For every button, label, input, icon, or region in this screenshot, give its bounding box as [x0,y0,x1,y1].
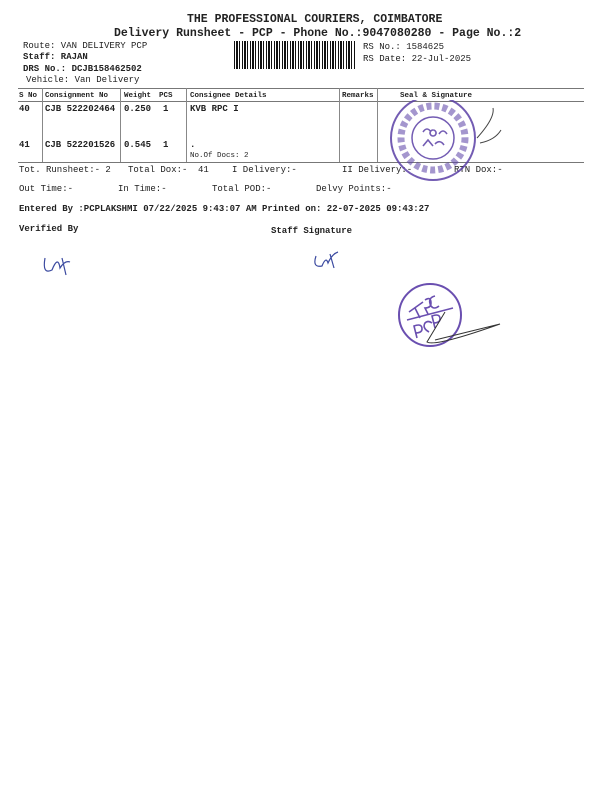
out-time: Out Time:- [19,184,74,194]
consignee: . [190,140,196,150]
runsheet-title: Delivery Runsheet - PCP - Phone No.:9047080280 - Page No.:2 [114,27,522,40]
ii-delivery: II Delivery:- [342,165,413,175]
tot-runsheet: Tot. Runsheet:- 2 [19,165,111,175]
sno: 41 [19,140,30,150]
drs-no: DRS No.: DCJB158462502 [23,64,142,74]
in-time: In Time:- [118,184,167,194]
col-pcs: PCS [159,92,173,100]
delvy-points: Delvy Points:- [316,184,392,194]
col-consignment: Consignment No [45,92,109,100]
kvb-seal-stamp [385,100,505,182]
verifier-signature [40,250,80,280]
total-dox: Total Dox:- [128,165,188,175]
entered-by: Entered By :PCPLAKSHMI 07/22/2025 9:43:07 AM [19,204,257,214]
staff-signature [310,248,345,273]
vehicle: Vehicle: Van Delivery [26,75,140,85]
total-pod: Total POD:- [212,184,272,194]
staff: Staff: RAJAN [23,52,88,62]
verified-by: Verified By [19,224,79,234]
sno: 40 [19,104,30,114]
weight: 0.250 [124,104,152,114]
i-delivery: I Delivery:- [232,165,297,175]
tpc-stamp [395,282,505,352]
consignment-no: CJB 522201526 [45,140,116,150]
consignment-no: CJB 522202464 [45,104,116,114]
company-title: THE PROFESSIONAL COURIERS, COIMBATORE [187,13,443,26]
pcs: 1 [163,140,169,150]
route: Route: VAN DELIVERY PCP [23,41,148,51]
col-sno: S No [19,92,38,100]
rs-no: RS No.: 1584625 [363,42,445,52]
printed-on: Printed on: 22-07-2025 09:43:27 [262,204,430,214]
total-dox-value: 41 [198,165,209,175]
consignee: KVB RPC I [190,104,239,114]
col-remarks: Remarks [342,92,374,100]
docs-count: No.Of Docs: 2 [190,152,249,160]
rtn-dox: RTN Dox:- [454,165,503,175]
col-weight: Weight [124,92,152,100]
pcs: 1 [163,104,169,114]
barcode [234,41,355,69]
col-seal: Seal & Signature [400,92,473,100]
col-details: Consignee Details [190,92,267,100]
weight: 0.545 [124,140,152,150]
staff-signature-label: Staff Signature [271,226,353,236]
rs-date: RS Date: 22-Jul-2025 [363,54,472,64]
